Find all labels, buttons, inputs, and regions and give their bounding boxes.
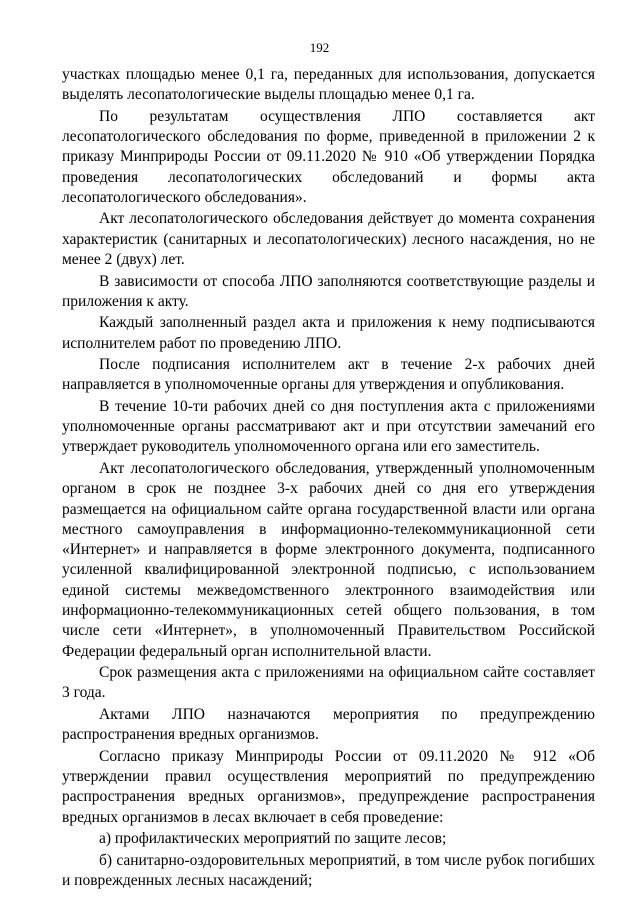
paragraph-order-912: Согласно приказу Минприроды России от 09.11.2020 № 912 «Об утверждении правил осуществления мероприятий по предупреждению распространения вредных организмов», предупреждение распространения вредных организмов в лесах включает в себя проведение: xyxy=(62,747,595,826)
list-item-a: а) профилактических мероприятий по защите лесов; xyxy=(99,830,447,848)
paragraph-publication-term: Срок размещения акта с приложениями на официальном сайте составляет 3 года. xyxy=(62,664,595,702)
paragraph-continuation: участках площадью менее 0,1 га, переданных для использования, допускается выделять лесопатологические выделы площадью менее 0,1 га. xyxy=(62,66,595,104)
paragraph-act-review: В течение 10-ти рабочих дней со дня поступления акта с приложениями уполномоченные органы рассматривают акт и при отсутствии замечаний его утверждает руководитель уполномоченного органа или его заместитель. xyxy=(62,397,595,456)
paragraph-sections-filled: В зависимости от способа ЛПО заполняются соответствующие разделы и приложения к акту. xyxy=(62,272,595,310)
paragraph-sections-signed: Каждый заполненный раздел акта и приложения к нему подписываются исполнителем работ по проведению ЛПО. xyxy=(62,314,595,352)
paragraph-act-validity: Акт лесопатологического обследования действует до момента сохранения характеристик (санитарных и лесопатологических) лесного насаждения, но не менее 2 (двух) лет. xyxy=(62,210,595,269)
paragraph-lpo-results: По результатам осуществления ЛПО составляется акт лесопатологического обследования по форме, приведенной в приложении 2 к приказу Минприроды России от 09.11.2020 № 910 «Об утверждении Порядка проведения лесопатологических обследований и формы акта лесопатологического обследования». xyxy=(62,107,595,206)
paragraph-measures-assigned: Актами ЛПО назначаются мероприятия по предупреждению распространения вредных организмов. xyxy=(62,705,595,744)
page-number: 192 xyxy=(309,40,330,55)
list-item-b: б) санитарно-оздоровительных мероприятий, в том числе рубок погибших и поврежденных лесных насаждений; xyxy=(62,851,595,889)
paragraph-act-publication: Акт лесопатологического обследования, утвержденный уполномоченным органом в срок не позднее 3-х рабочих дней со дня его утверждения размещается на официальном сайте органа государственной власти или органа местного самоуправления в информационно-телекоммуникационной сети «Интернет» и направляется в форме электронного документа, подписанного усиленной квалифицированной электронной подписью, с использованием единой системы межведомственного электронного взаимодействия или информационно-телекоммуникационных сетей общего пользования, в том числе сети «Интернет», в уполномоченный Правительством Российской Федерации федеральный орган исполнительной власти. xyxy=(62,459,595,660)
paragraph-act-submission: После подписания исполнителем акт в течение 2-х рабочих дней направляется в уполномоченные органы для утверждения и опубликования. xyxy=(62,356,595,394)
document-body xyxy=(62,65,595,892)
